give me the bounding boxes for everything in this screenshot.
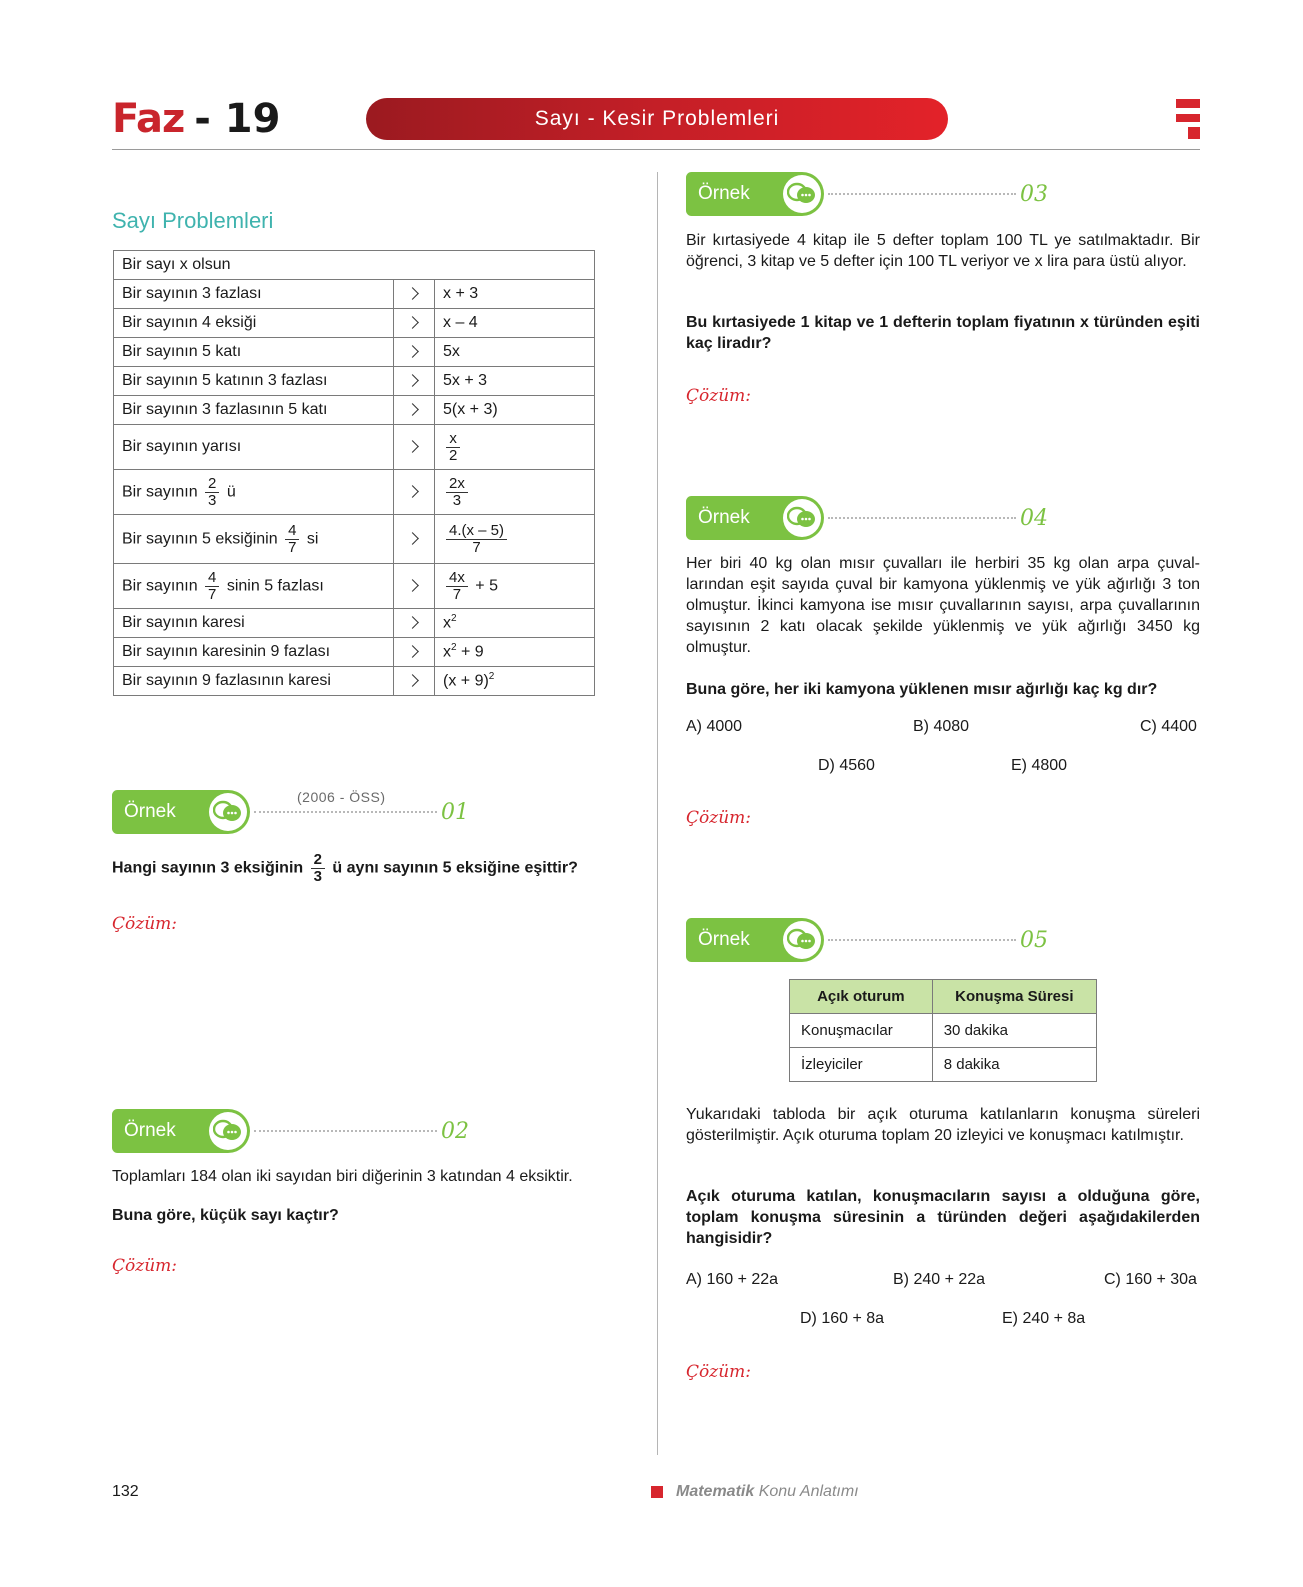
example-badge-03 [686, 172, 1048, 216]
arrow-icon [394, 367, 435, 396]
row-label: Bir sayının karesi [114, 609, 394, 638]
row-expression [435, 425, 595, 470]
row-expression: 5(x + 3) [435, 396, 595, 425]
example-04-question: Buna göre, her iki kamyona yüklenen mısır ağırlığı kaç kg dır? [686, 681, 1158, 698]
example-number: 03 [1020, 181, 1048, 207]
arrow-icon [394, 470, 435, 515]
row-label: Bir sayının yarısı [114, 425, 394, 470]
example-number: 04 [1020, 505, 1048, 531]
solution-label: Çözüm: [112, 1256, 177, 1276]
option-b: B) 240 + 22a [893, 1271, 986, 1288]
row-label: Bir sayının $\frac{2}{3}$ ü [114, 470, 394, 515]
table-cell: 30 dakika [932, 1014, 1096, 1048]
example-number: 05 [1020, 927, 1048, 953]
column-divider [657, 172, 658, 1455]
arrow-icon [394, 667, 435, 696]
fraction: $\frac{4x}{7}$ [446, 570, 468, 603]
option-b: B) 4080 [913, 718, 970, 735]
table-header-row [114, 251, 595, 280]
example-03-text: Bir kırtasiyede 4 kitap ile 5 defter toplam 100 TL ye satılmaktadır. Bir öğrenci, 3 kitap ve 5 defter için 100 TL veriyor ve x lira para üstü alıyor. [686, 232, 1200, 270]
row-label: Bir sayının 5 eksiğinin $\frac{4}{7}$ si [114, 515, 394, 564]
chat-bubble-icon [209, 1112, 247, 1150]
chat-bubble-icon [783, 499, 821, 537]
fraction: $\frac{2}{3}$ [205, 476, 219, 509]
row-label: Bir sayının 3 fazlasının 5 katı [114, 396, 394, 425]
table-row [114, 515, 595, 564]
fraction: $\frac{x}{2}$ [446, 431, 460, 464]
option-d: D) 4560 [818, 757, 875, 774]
arrow-icon [394, 396, 435, 425]
fraction: $\frac{2x}{3}$ [446, 476, 468, 509]
table-row [114, 667, 595, 696]
chat-bubble-icon [783, 921, 821, 959]
example-02-question: Buna göre, küçük sayı kaçtır? [112, 1207, 339, 1224]
example-05-question: Açık oturuma katılan, konuşmacıların sayısı a olduğuna göre, toplam konuşma süresinin a türünden değeri aşağıdakilerden hangisidir? [686, 1188, 1200, 1247]
fraction: $\frac{4}{7}$ [205, 570, 219, 603]
row-label: Bir sayının 9 fazlasının karesi [114, 667, 394, 696]
example-badge-05 [686, 918, 1048, 962]
footer-square-icon [651, 1486, 663, 1498]
arrow-icon [394, 564, 435, 609]
row-expression: $x^2$ [435, 609, 595, 638]
row-expression: 5x [435, 338, 595, 367]
example-01-question: Hangi sayının 3 eksiğinin $\frac{2}{3}$ ü aynı sayının 5 eksiğine eşittir? [112, 851, 578, 885]
option-a: A) 4000 [686, 718, 743, 735]
unit-number: - 19 [194, 96, 281, 142]
chat-bubble-icon [209, 793, 247, 831]
table-header-cell: Konuşma Süresi [932, 980, 1096, 1014]
example-label: Örnek [112, 1109, 250, 1153]
row-label: Bir sayının 5 katı [114, 338, 394, 367]
option-a: A) 160 + 22a [686, 1271, 779, 1288]
definitions-table [113, 250, 595, 696]
dotted-leader [254, 811, 437, 813]
example-label: Örnek [686, 496, 824, 540]
table-row [114, 609, 595, 638]
row-label: Bir sayının 4 eksiği [114, 309, 394, 338]
fraction: $\frac{2}{3}$ [311, 852, 325, 885]
example-badge-04 [686, 496, 1048, 540]
example-number: 01 [441, 799, 469, 825]
fraction: $\frac{4}{7}$ [285, 523, 299, 556]
example-number: 02 [441, 1118, 469, 1144]
table-cell: 8 dakika [932, 1048, 1096, 1082]
chat-bubble-icon [783, 175, 821, 213]
example-source: (2006 - ÖSS) [297, 789, 386, 805]
row-expression: x – 4 [435, 309, 595, 338]
row-expression [435, 515, 595, 564]
dotted-leader [254, 1130, 437, 1132]
arrow-icon [394, 280, 435, 309]
row-expression [435, 470, 595, 515]
table-cell: Konuşmacılar [790, 1014, 933, 1048]
arrow-icon [394, 638, 435, 667]
section-title: Sayı Problemleri [112, 208, 274, 233]
table-header-row [790, 980, 1097, 1014]
logo-word: Faz [112, 96, 185, 142]
option-c: C) 4400 [1140, 718, 1197, 735]
row-label: Bir sayının $\frac{4}{7}$ sinin 5 fazlası [114, 564, 394, 609]
example-label: Örnek [112, 790, 250, 834]
row-expression: x + 3 [435, 280, 595, 309]
row-label: Bir sayının 3 fazlası [114, 280, 394, 309]
option-c: C) 160 + 30a [1104, 1271, 1197, 1288]
fraction: $\frac{4.(x - 5)}{7}$ [446, 523, 507, 556]
dotted-leader [828, 193, 1016, 195]
option-e: E) 4800 [1011, 757, 1068, 774]
row-label: Bir sayının 5 katının 3 fazlası [114, 367, 394, 396]
table-row [114, 470, 595, 515]
table-row [114, 338, 595, 367]
solution-label: Çözüm: [686, 386, 751, 406]
option-e: E) 240 + 8a [1002, 1310, 1086, 1327]
example-badge-01 [112, 790, 469, 834]
example-badge-02 [112, 1109, 469, 1153]
row-label: Bir sayının karesinin 9 fazlası [114, 638, 394, 667]
arrow-icon [394, 515, 435, 564]
solution-label: Çözüm: [686, 808, 751, 828]
table-row [114, 309, 595, 338]
book-title: Matematik Konu Anlatımı [676, 1483, 859, 1500]
brand-corner-icon [1176, 99, 1200, 139]
arrow-icon [394, 609, 435, 638]
page-title: Sayı - Kesir Problemleri [366, 98, 948, 140]
example-03-question: Bu kırtasiyede 1 kitap ve 1 defterin toplam fiyatının x türünden eşiti kaç liradır? [686, 314, 1200, 352]
brand-logo [112, 96, 280, 142]
table-cell: İzleyiciler [790, 1048, 933, 1082]
table-row [114, 425, 595, 470]
table-row [790, 1048, 1097, 1082]
arrow-icon [394, 425, 435, 470]
example-04-text: Her biri 40 kg olan mısır çuvalları ile herbiri 35 kg olan arpa çuvallarından eşit sayıda çuval bir kamyona yüklenmiş ve yük ağırlığı 3 ton olmuştur. İkinci kamyona ise mısır çuvallarının sayısı, arpa çuvallarının sayısının 2 katı olacak şekilde yüklenmiş ve yük ağırlığı 3450 kg olmuştur. [686, 555, 1200, 656]
table-row [790, 1014, 1097, 1048]
table-row [114, 280, 595, 309]
arrow-icon [394, 309, 435, 338]
arrow-icon [394, 338, 435, 367]
example-02-text: Toplamları 184 olan iki sayıdan biri diğerinin 3 katından 4 eksiktir. [112, 1168, 573, 1185]
example-05-text: Yukarıdaki tabloda bir açık oturuma katılanların konuşma süreleri gösterilmiştir. Açık oturuma toplam 20 izleyici ve konuşmacı katılmıştır. [686, 1106, 1200, 1144]
table-header-cell: Bir sayı x olsun [114, 251, 595, 280]
row-expression: $x^2 + 9$ [435, 638, 595, 667]
table-row [114, 638, 595, 667]
table-header-cell: Açık oturum [790, 980, 933, 1014]
header-divider [112, 149, 1200, 150]
option-d: D) 160 + 8a [800, 1310, 885, 1327]
table-row [114, 367, 595, 396]
solution-label: Çözüm: [112, 914, 177, 934]
solution-label: Çözüm: [686, 1362, 751, 1382]
page-number: 132 [112, 1483, 139, 1500]
example-label: Örnek [686, 918, 824, 962]
dotted-leader [828, 939, 1016, 941]
speaking-time-table [789, 979, 1097, 1082]
example-label: Örnek [686, 172, 824, 216]
dotted-leader [828, 517, 1016, 519]
row-expression: $(x + 9)^2$ [435, 667, 595, 696]
row-expression: 5x + 3 [435, 367, 595, 396]
table-row [114, 396, 595, 425]
table-row [114, 564, 595, 609]
row-expression: $\frac{4x}{7}$ + 5 [435, 564, 595, 609]
